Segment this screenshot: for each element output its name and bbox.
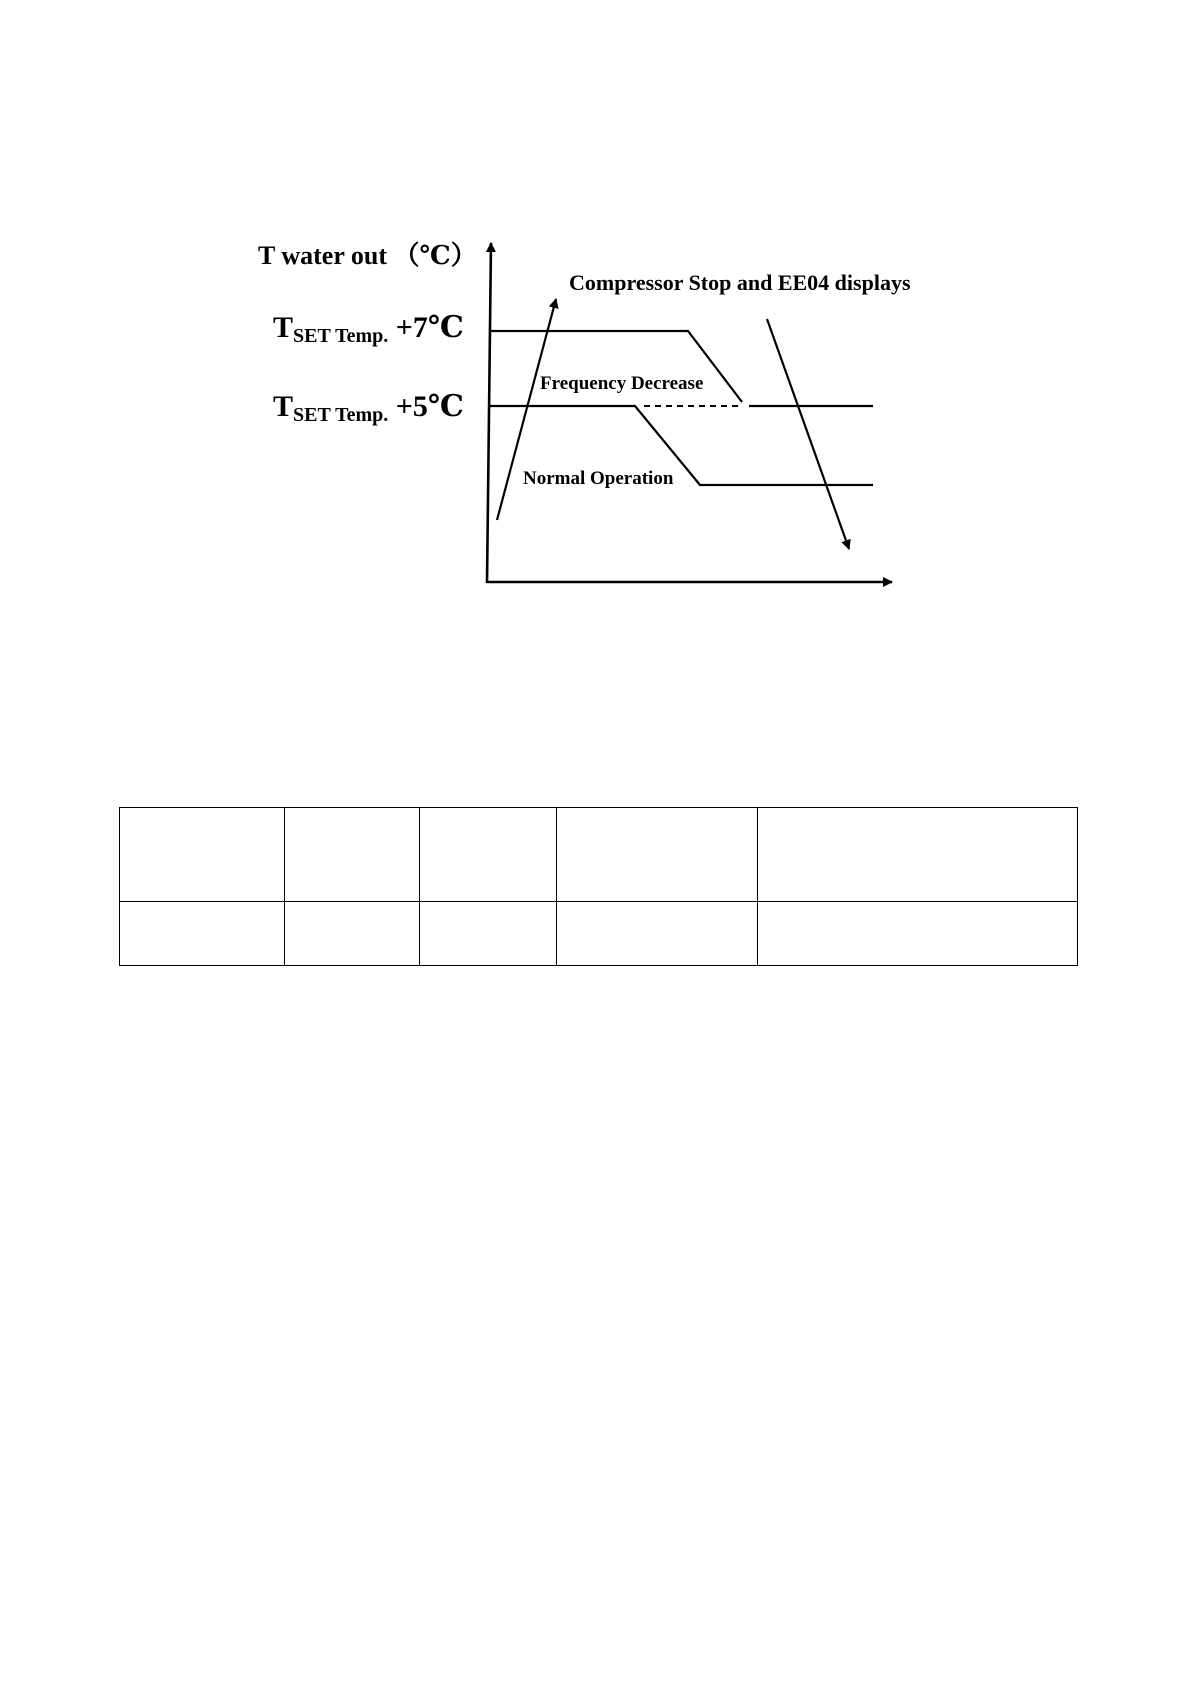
level-subscript: SET Temp.	[293, 325, 389, 347]
level-suffix: +7℃	[388, 311, 464, 344]
annotation-compressor-stop: Compressor Stop and EE04 displays	[569, 270, 911, 295]
table-cell	[557, 808, 758, 902]
y-axis	[487, 243, 491, 583]
table-cell	[420, 902, 557, 966]
level-prefix: T	[273, 390, 294, 423]
table-cell	[557, 902, 758, 966]
falling-temperature-arrow	[767, 319, 849, 549]
table-cell	[420, 808, 557, 902]
blank-table	[119, 807, 1078, 966]
level-suffix: +5℃	[388, 390, 464, 423]
table-row	[120, 808, 1078, 902]
table-cell	[120, 808, 285, 902]
table-cell	[120, 902, 285, 966]
y-axis-title: T water out （℃）	[258, 241, 477, 270]
table-cell	[285, 808, 420, 902]
level-prefix: T	[273, 311, 294, 344]
protection-diagram	[0, 0, 1191, 640]
table-cell	[285, 902, 420, 966]
level-label-plus7	[273, 311, 464, 347]
annotation-normal-operation: Normal Operation	[523, 468, 674, 489]
level-label-plus5	[273, 390, 464, 426]
table-row	[120, 902, 1078, 966]
table-cell	[758, 808, 1078, 902]
level-subscript: SET Temp.	[293, 404, 389, 426]
table-cell	[758, 902, 1078, 966]
annotation-frequency-decrease: Frequency Decrease	[540, 373, 704, 394]
